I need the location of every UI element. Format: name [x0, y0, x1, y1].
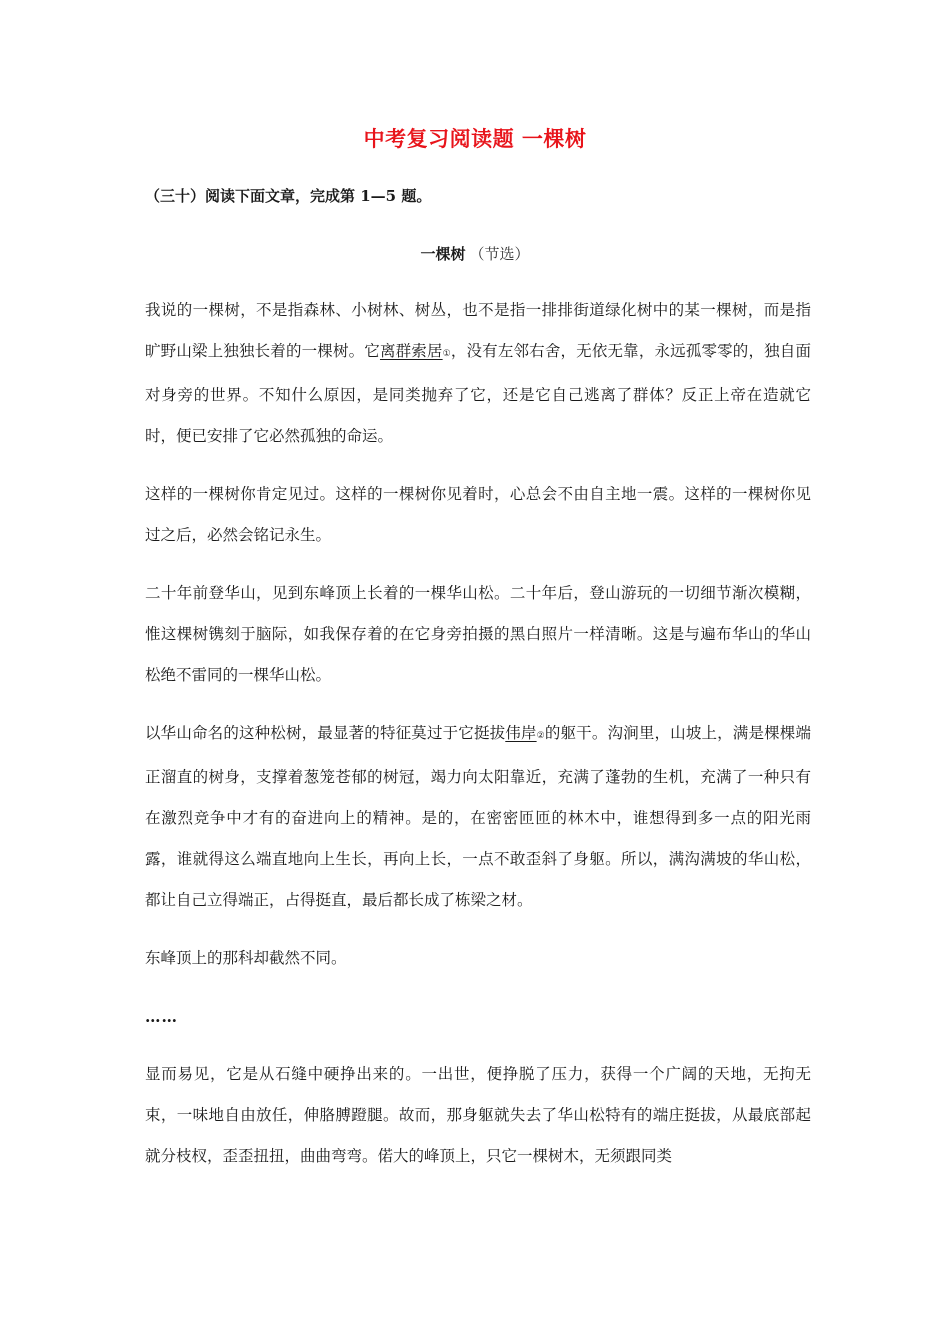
footnote-mark-2: ② — [536, 731, 545, 741]
reading-instruction: （三十）阅读下面文章，完成第 1—5 题。 — [145, 187, 432, 205]
document-title: 中考复习阅读题 一棵树 — [363, 126, 587, 151]
article-subtitle: （节选） — [469, 245, 530, 263]
paragraph-1 — [145, 290, 811, 457]
paragraph-2: 这样的一棵树你肯定见过。这样的一棵树你见着时，心总会不由自主地一震。这样的一棵树你见过之后，必然会铭记永生。 — [145, 485, 811, 544]
annotated-term-1: 离群索居 — [379, 342, 443, 360]
paragraph-5: 东峰顶上的那科却截然不同。 — [145, 949, 347, 967]
paragraph-1-text-a: 我说的一棵树，不是指森林、小树林、树丛，也不是指一排排街道绿化树中的某一棵树，而是指旷野山梁上独独长着的一棵树。它 — [145, 301, 811, 360]
article-title: 一棵树 — [420, 245, 466, 263]
paragraph-1-text-b: ，没有左邻右舍，无依无靠，永远孤零零的，独自面对身旁的世界。不知什么原因，是同类抛弃了它，还是它自己逃离了群体？反正上帝在造就它时，便已安排了它必然孤独的命运。 — [145, 342, 811, 445]
paragraph-4-text-b: 的躯干。沟涧里，山坡上，满是棵棵端正溜直的树身，支撑着葱笼苍郁的树冠，竭力向太阳靠近，充满了蓬勃的生机，充满了一种只有在激烈竞争中才有的奋进向上的精神。是的，在密密匝匝的林木中，谁想得到多一点的阳光雨露，谁就得这么端直地向上生长，再向上长，一点不敢歪斜了身躯。所以，满沟满坡的华山松，都让自己立得端正，占得挺直，最后都长成了栋梁之材。 — [145, 724, 811, 909]
footnote-mark-1: ① — [442, 349, 451, 359]
paragraph-4 — [145, 713, 811, 921]
paragraph-4-text-a: 以华山命名的这种松树，最显著的特征莫过于它挺拔 — [145, 724, 506, 742]
article-heading — [0, 243, 950, 264]
annotated-term-2: 伟岸 — [505, 724, 537, 742]
paragraph-3: 二十年前登华山，见到东峰顶上长着的一棵华山松。二十年后，登山游玩的一切细节渐次模糊，惟这棵树镌刻于脑际，如我保存着的在它身旁拍摄的黑白照片一样清晰。这是与遍布华山的华山松绝不雷同的一棵华山松。 — [145, 584, 811, 684]
article-body — [145, 290, 811, 1194]
paragraph-7: 显而易见，它是从石缝中硬挣出来的。一出世，便挣脱了压力，获得一个广阔的天地，无拘无束，一味地自由放任，伸胳膊蹬腿。故而，那身躯就失去了华山松特有的端庄挺拔，从最底部起就分枝杈，歪歪扭扭，曲曲弯弯。偌大的峰顶上，只它一棵树木，无须跟同类 — [145, 1065, 811, 1165]
omission-ellipsis: …… — [145, 1007, 178, 1026]
